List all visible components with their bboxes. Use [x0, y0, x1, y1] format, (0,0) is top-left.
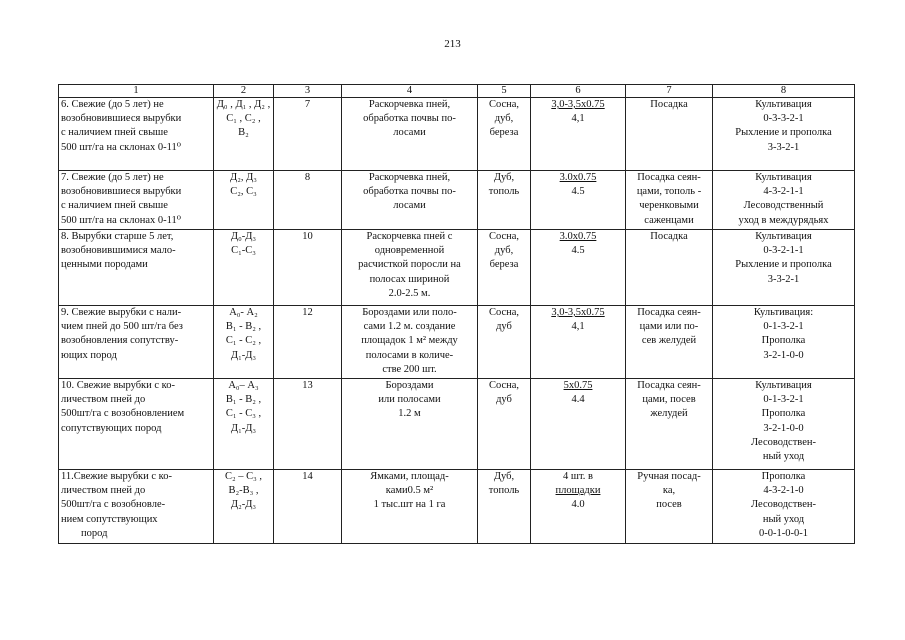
col-header-8: 8: [713, 85, 855, 98]
cell-method: Посадка: [626, 230, 713, 306]
cell-soil-prep: Бороздами или поло- сами 1.2 м. создание площадок 1 м² между полосами в количе- стве 200 шт.: [342, 306, 478, 379]
cell-soil-prep: Бороздами или полосами 1.2 м: [342, 379, 478, 470]
cell-category: 7. Свежие (до 5 лет) не возобновившиеся вырубки с наличием пней свыше 500 шт/га на склонах 0-11⁰: [59, 171, 214, 230]
cell-site-type: С₂ – С₃ , В₂-В₃ , Д₂-Д₃: [214, 470, 274, 544]
cell-site-type: Д₀ , Д₁ , Д₂ , С₁ , С₂ , В₂: [214, 98, 274, 171]
cell-care: Прополка 4-3-2-1-0 Лесоводствен- ный уход 0-0-1-0-0-1: [713, 470, 855, 544]
page-number: 213: [444, 38, 461, 50]
col-header-1: 1: [59, 85, 214, 98]
cell-species: Дуб, тополь: [478, 470, 531, 544]
table-row: [59, 230, 855, 306]
table-row: [59, 379, 855, 470]
table-row: [59, 98, 855, 171]
cell-spacing: 3.0x0.75 4.5: [531, 171, 626, 230]
cell-method: Посадка: [626, 98, 713, 171]
cell-species: Сосна, дуб, береза: [478, 230, 531, 306]
header-row: [59, 85, 855, 98]
cell-category: 10. Свежие вырубки с ко- личеством пней до 500шт/га с возобновлением сопутствующих пород: [59, 379, 214, 470]
cell-care: Культивация: 0-1-3-2-1 Прополка 3-2-1-0-0: [713, 306, 855, 379]
col-header-4: 4: [342, 85, 478, 98]
cell-care: Культивация 4-3-2-1-1 Лесоводственный уход в междурядьях: [713, 171, 855, 230]
cell-species: Сосна, дуб: [478, 306, 531, 379]
cell-spacing: 3.0x0.75 4.5: [531, 230, 626, 306]
cell-number: 8: [274, 171, 342, 230]
cell-site-type: А₀- А₂ В₁ - В₂ , С₁ - С₂ , Д₁-Д₃: [214, 306, 274, 379]
cell-soil-prep: Раскорчевка пней, обработка почвы по- лосами: [342, 98, 478, 171]
cell-spacing: 3,0-3,5x0.75 4,1: [531, 306, 626, 379]
table-row: [59, 171, 855, 230]
cell-category: 8. Вырубки старше 5 лет, возобновившимися мало- ценными породами: [59, 230, 214, 306]
cell-species: Дуб, тополь: [478, 171, 531, 230]
cell-number: 12: [274, 306, 342, 379]
cell-category: 6. Свежие (до 5 лет) не возобновившиеся вырубки с наличием пней свыше 500 шт/га на склонах 0-11⁰: [59, 98, 214, 171]
cell-number: 7: [274, 98, 342, 171]
cell-method: Посадка сеян- цами, посев желудей: [626, 379, 713, 470]
cell-spacing: 5x0.75 4.4: [531, 379, 626, 470]
table-row: [59, 306, 855, 379]
cell-number: 13: [274, 379, 342, 470]
cell-species: Сосна, дуб, береза: [478, 98, 531, 171]
cell-species: Сосна, дуб: [478, 379, 531, 470]
cell-soil-prep: Ямками, площад- ками0.5 м² 1 тыс.шт на 1 га: [342, 470, 478, 544]
cell-site-type: А₀– А₃ В₁ - В₂ , С₁ - С₃ , Д₁-Д₃: [214, 379, 274, 470]
col-header-6: 6: [531, 85, 626, 98]
forestry-table: [58, 84, 855, 544]
cell-site-type: Д₀-Д₃ С₁-С₃: [214, 230, 274, 306]
cell-number: 10: [274, 230, 342, 306]
cell-method: Ручная посад- ка, посев: [626, 470, 713, 544]
cell-method: Посадка сеян- цами, тополь - черенковыми саженцами: [626, 171, 713, 230]
cell-category: 11.Свежие вырубки с ко- личеством пней до 500шт/га с возобновле- нием сопутствующих пород: [59, 470, 214, 544]
cell-site-type: Д₂, Д₃ С₂, С₃: [214, 171, 274, 230]
col-header-3: 3: [274, 85, 342, 98]
cell-care: Культивация 0-1-3-2-1 Прополка 3-2-1-0-0 Лесоводствен- ный уход: [713, 379, 855, 470]
cell-care: Культивация 0-3-2-1-1 Рыхление и прополка 3-3-2-1: [713, 230, 855, 306]
cell-soil-prep: Раскорчевка пней, обработка почвы по- лосами: [342, 171, 478, 230]
cell-soil-prep: Раскорчевка пней с одновременной расчисткой поросли на полосах шириной 2.0-2.5 м.: [342, 230, 478, 306]
cell-spacing: 3,0-3,5x0.75 4,1: [531, 98, 626, 171]
cell-method: Посадка сеян- цами или по- сев желудей: [626, 306, 713, 379]
cell-number: 14: [274, 470, 342, 544]
table-row: [59, 470, 855, 544]
cell-category: 9. Свежие вырубки с нали- чием пней до 500 шт/га без возобновления сопутству- ющих пород: [59, 306, 214, 379]
cell-care: Культивация 0-3-3-2-1 Рыхление и прополка 3-3-2-1: [713, 98, 855, 171]
cell-spacing: 4 шт. в площадки 4.0: [531, 470, 626, 544]
col-header-2: 2: [214, 85, 274, 98]
col-header-7: 7: [626, 85, 713, 98]
col-header-5: 5: [478, 85, 531, 98]
